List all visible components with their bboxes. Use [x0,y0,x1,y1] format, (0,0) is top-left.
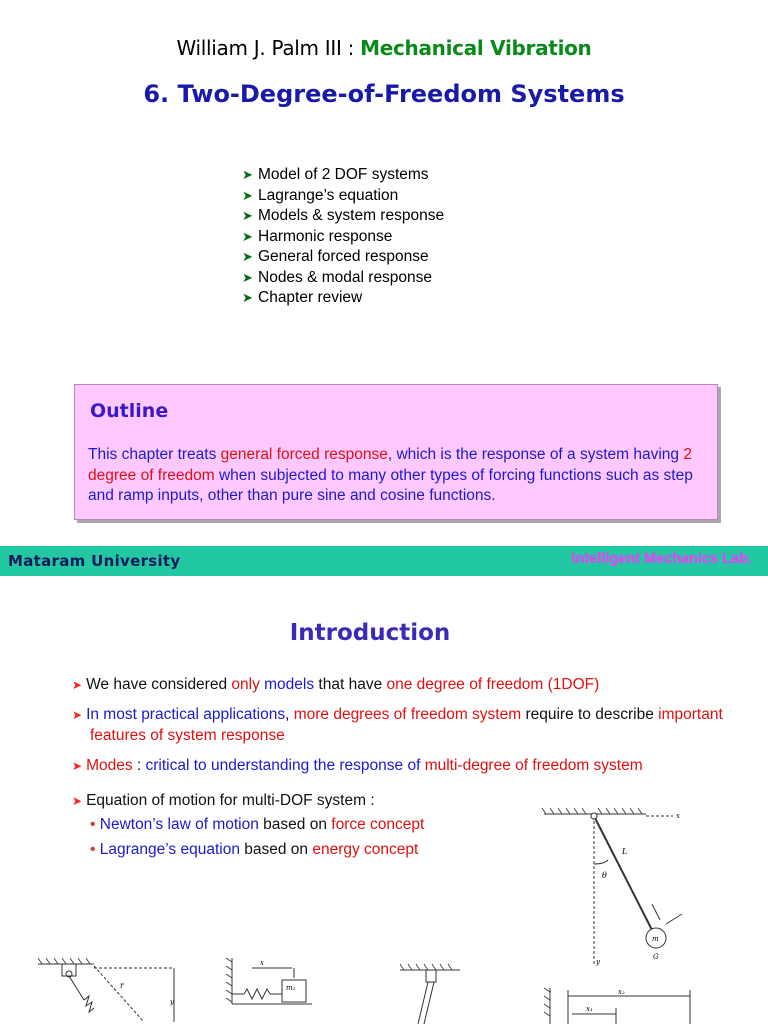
g-label: G [653,953,659,961]
bullet-dot-icon: • [90,816,96,833]
outline-text: This chapter treats general forced response, which is the response of a system having 2 degree of freedom when subjected to many other types of forcing functions such as step and ramp inputs, other than pure sine and cosine functions. [88,446,693,504]
intro-bullet: ➤ In most practical applications, more degrees of freedom system require to describe important features of system response [72,706,723,744]
pendulum-figure [538,806,718,972]
outline-title: Outline [90,400,169,422]
length-label: L [622,847,628,856]
intro-title: Introduction [289,620,451,646]
toc-item: ➤ Nodes & modal response [242,268,444,289]
arrow-icon: ➤ [242,249,253,264]
arrow-icon: ➤ [242,208,253,223]
toc-item: ➤ Chapter review [242,288,444,309]
arrow-icon: ➤ [72,708,83,722]
outline-box [74,384,718,520]
double-pendulum-figure [396,962,466,1024]
x-label: x [260,959,264,967]
toc-item: ➤ Harmonic response [242,227,444,248]
r-label: r [120,981,124,990]
arrow-icon: ➤ [242,187,253,203]
mass-label: m₁ [286,984,296,992]
toc-item: ➤ Model of 2 DOF systems [242,165,444,186]
mass-label: m [652,935,659,943]
intro-sub-bullet: • Lagrange’s equation based on energy concept [90,841,419,858]
footer-university: Mataram University [8,552,181,570]
arrow-icon: ➤ [242,167,253,182]
arrow-icon: ➤ [72,678,83,692]
y-label: y [170,998,174,1006]
intro-bullet: ➤ Modes : critical to understanding the response of multi-degree of freedom system [72,757,643,774]
footer-lab: Intelligent Mechanics Lab. [571,551,752,567]
intro-sub-bullet: • Newton’s law of motion based on force concept [90,816,425,833]
chapter-title: 6. Two-Degree-of-Freedom Systems [143,80,625,108]
arrow-icon: ➤ [242,228,253,244]
two-mass-figure [542,984,702,1024]
mass-spring-figure [222,954,322,1024]
bullet-dot-icon: • [90,841,96,858]
intro-bullet: ➤ Equation of motion for multi-DOF system : [72,792,375,809]
intro-bullet: ➤ We have considered only models that have one degree of freedom (1DOF) [72,676,600,693]
subject-text: Mechanical Vibration [360,36,592,60]
toc-item: ➤ General forced response [242,247,444,268]
x2-label: x₂ [618,988,625,996]
spring-pendulum-figure [34,956,184,1024]
x-label: x [676,812,680,820]
y-label: y [596,958,600,966]
arrow-icon: ➤ [72,759,83,773]
toc-item: ➤ Lagrange’s equation [242,186,444,207]
x1-label: x₁ [586,1005,593,1013]
arrow-icon: ➤ [242,269,253,285]
toc-item: ➤ Models & system response [242,206,444,227]
author-text: William J. Palm III : [176,36,361,60]
table-of-contents [242,165,444,309]
theta-label: θ [602,871,607,880]
header-line [0,36,768,60]
arrow-icon: ➤ [72,794,83,808]
arrow-icon: ➤ [242,290,253,305]
